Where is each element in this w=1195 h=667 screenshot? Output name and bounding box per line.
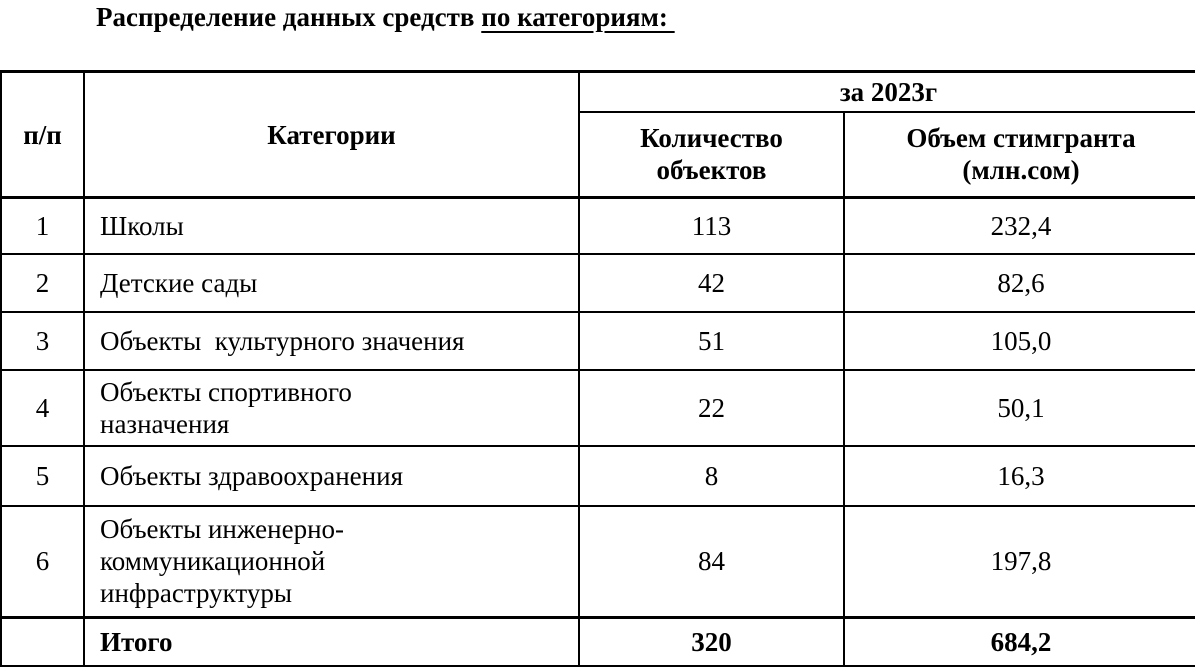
header-volume-text: Объем стимгранта (млн.сом) [906, 123, 1136, 186]
row-category [84, 370, 579, 446]
table-row [1, 312, 1195, 370]
row-volume: 16,3 [844, 446, 1195, 506]
row-count: 8 [579, 446, 844, 506]
row-num: 2 [1, 254, 84, 312]
categories-table [0, 70, 1195, 667]
row-category: Объекты культурного значения [84, 312, 579, 370]
row-num: 3 [1, 312, 84, 370]
row-category [84, 506, 579, 618]
row-num: 4 [1, 370, 84, 446]
row-volume: 82,6 [844, 254, 1195, 312]
row-volume: 105,0 [844, 312, 1195, 370]
total-count: 320 [579, 618, 844, 666]
row-volume: 197,8 [844, 506, 1195, 618]
header-volume [844, 112, 1195, 198]
total-row [1, 618, 1195, 666]
row-count: 113 [579, 198, 844, 254]
title-underlined-text: по категориям: [481, 2, 675, 32]
table-row [1, 446, 1195, 506]
row-category-text: Объекты спортивного назначения [100, 376, 352, 439]
table-row [1, 198, 1195, 254]
row-volume: 50,1 [844, 370, 1195, 446]
header-num: п/п [1, 72, 84, 198]
table-row [1, 506, 1195, 618]
total-label: Итого [84, 618, 579, 666]
header-period: за 2023г [579, 72, 1195, 112]
table-row [1, 370, 1195, 446]
header-count [579, 112, 844, 198]
total-volume: 684,2 [844, 618, 1195, 666]
row-volume: 232,4 [844, 198, 1195, 254]
title-text: Распределение данных средств [96, 2, 482, 32]
table-row [1, 254, 1195, 312]
page-title [96, 2, 675, 33]
row-count: 51 [579, 312, 844, 370]
row-num: 5 [1, 446, 84, 506]
header-count-text: Количество объектов [640, 123, 783, 186]
row-category-text: Объекты инженерно-коммуникационной инфраструктуры [100, 514, 345, 609]
row-count: 42 [579, 254, 844, 312]
row-num: 1 [1, 198, 84, 254]
row-count: 84 [579, 506, 844, 618]
header-category: Категории [84, 72, 579, 198]
row-category: Детские сады [84, 254, 579, 312]
row-count: 22 [579, 370, 844, 446]
total-num [1, 618, 84, 666]
row-category: Объекты здравоохранения [84, 446, 579, 506]
row-category: Школы [84, 198, 579, 254]
row-num: 6 [1, 506, 84, 618]
